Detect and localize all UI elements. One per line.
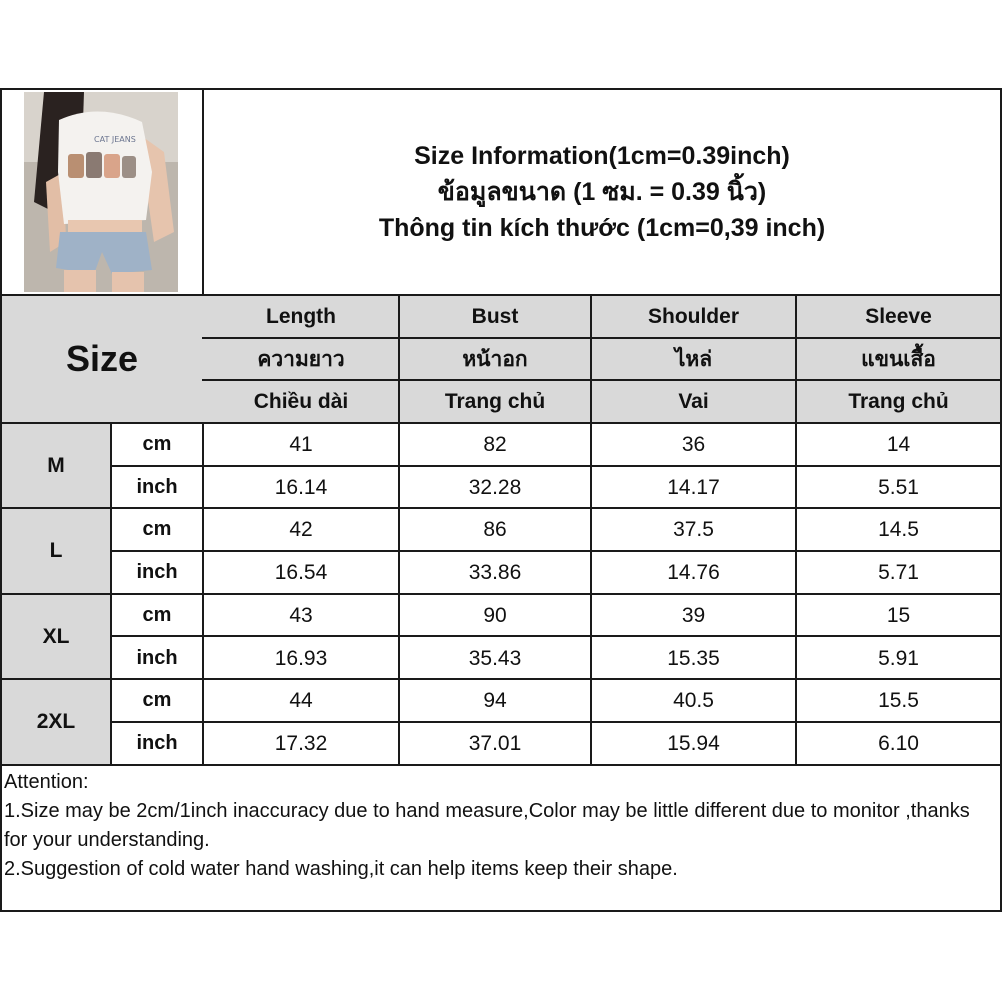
unit-label-inch: inch (136, 476, 178, 498)
title-english: Size Information(1cm=0.39inch) (414, 142, 790, 170)
column-header-vi: Trang chủ (848, 389, 949, 413)
line-title-bottom (0, 294, 1002, 296)
notes-line-1: 1.Size may be 2cm/1inch inaccuracy due to hand measure,Color may be little different due to monitor ,thanks for your understanding. (4, 800, 970, 851)
measurement-cell: 39 (681, 603, 706, 627)
title-vietnamese: Thông tin kích thước (1cm=0,39 inch) (378, 214, 826, 242)
unit-label-inch: inch (136, 732, 178, 754)
model-photo-icon (24, 92, 178, 292)
measurement-cell: 82 (483, 432, 507, 456)
measurement-cell: 94 (483, 688, 507, 712)
product-photo (24, 92, 178, 292)
unit-label-cm: cm (142, 689, 172, 711)
measurement-cell: 16.54 (274, 560, 328, 584)
line-2xl-mid (110, 721, 1002, 723)
unit-label-cm: cm (142, 604, 172, 626)
unit-label-cm: cm (142, 518, 172, 540)
shirt-print-text: CAT JEANS (94, 135, 136, 144)
measurement-cell: 5.91 (878, 646, 919, 670)
measurement-cell: 5.51 (878, 475, 919, 499)
notes-heading: Attention: (4, 771, 89, 793)
column-header-en: Length (266, 304, 336, 328)
size-label: M (47, 453, 65, 477)
measurement-cell: 90 (483, 603, 507, 627)
title-thai: ข้อมูลขนาด (1 ซม. = 0.39 นิ้ว) (437, 178, 767, 206)
line-col-3 (795, 294, 797, 764)
size-label: XL (42, 624, 70, 648)
measurement-cell: 17.32 (274, 731, 328, 755)
measurement-cell: 14.5 (878, 517, 919, 541)
line-col-2 (590, 294, 592, 764)
size-label: 2XL (36, 709, 76, 733)
measurement-cell: 43 (289, 603, 313, 627)
column-header-vi: Vai (678, 389, 709, 413)
measurement-cell: 16.14 (274, 475, 328, 499)
measurement-cell: 35.43 (468, 646, 522, 670)
measurement-cell: 37.01 (468, 731, 522, 755)
measurement-cell: 15.35 (667, 646, 720, 670)
frame-bottom (0, 910, 1002, 912)
line-header-bottom (0, 422, 1002, 424)
line-xl-bottom (0, 678, 1002, 680)
notes-line-2: 2.Suggestion of cold water hand washing,it can help items keep their shape. (4, 858, 678, 880)
column-header-th: ไหล่ (674, 347, 713, 371)
attention-notes (4, 768, 994, 884)
column-header-th: ความยาว (257, 347, 345, 371)
column-header-vi: Trang chủ (444, 389, 546, 413)
unit-label-cm: cm (142, 433, 172, 455)
line-header-1 (202, 337, 1002, 339)
measurement-cell: 15 (886, 603, 911, 627)
line-unit-col (110, 422, 112, 764)
line-m-bottom (0, 507, 1002, 509)
column-header-en: Shoulder (647, 304, 739, 328)
measurement-cell: 44 (289, 688, 313, 712)
measurement-cell: 15.94 (667, 731, 720, 755)
line-m-mid (110, 465, 1002, 467)
measurement-cell: 14.17 (667, 475, 720, 499)
measurement-cell: 14.76 (667, 560, 720, 584)
measurement-cell: 42 (289, 517, 313, 541)
measurement-cell: 32.28 (468, 475, 522, 499)
column-header-en: Bust (471, 304, 519, 328)
measurement-cell: 5.71 (878, 560, 919, 584)
title-block (204, 90, 1000, 294)
line-l-bottom (0, 593, 1002, 595)
measurement-cell: 15.5 (878, 688, 919, 712)
measurement-cell: 36 (681, 432, 706, 456)
line-l-mid (110, 550, 1002, 552)
column-header-th: แขนเสื้อ (861, 347, 936, 371)
column-header-en: Sleeve (865, 304, 932, 328)
line-xl-mid (110, 635, 1002, 637)
line-table-bottom (0, 764, 1002, 766)
measurement-cell: 16.93 (274, 646, 328, 670)
size-label: L (49, 538, 63, 562)
size-corner-label: Size (65, 338, 139, 379)
column-header-vi: Chiều dài (253, 389, 349, 413)
measurement-cell: 40.5 (673, 688, 714, 712)
line-col-1 (398, 294, 400, 764)
line-header-2 (202, 379, 1002, 381)
unit-label-inch: inch (136, 561, 178, 583)
measurement-cell: 41 (289, 432, 313, 456)
unit-label-inch: inch (136, 647, 178, 669)
measurement-cell: 86 (483, 517, 507, 541)
measurement-cell: 33.86 (468, 560, 522, 584)
column-header-th: หน้าอก (462, 347, 528, 371)
measurement-cell: 14 (886, 432, 911, 456)
measurement-cell: 37.5 (673, 517, 714, 541)
measurement-cell: 6.10 (878, 731, 919, 755)
